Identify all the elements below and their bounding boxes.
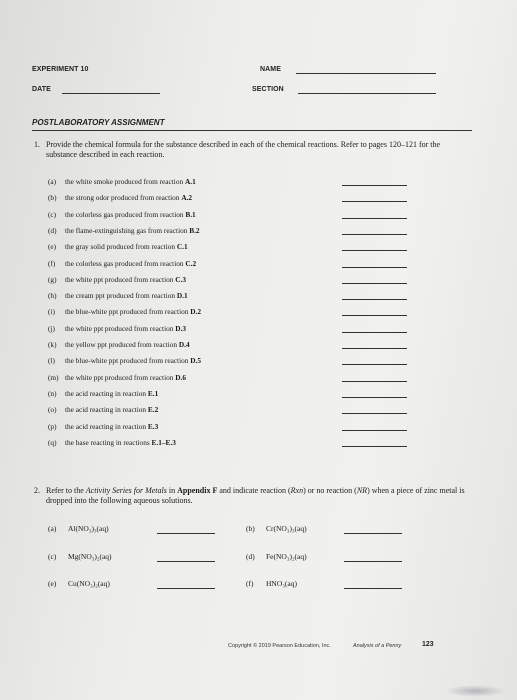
q2-option [246,524,307,533]
q1-item-label: (m) [48,372,59,382]
q1-answer-line[interactable] [342,413,407,414]
q2-option-label: (a) [48,524,57,533]
q1-item-label: (j) [48,323,55,333]
q1-item [48,242,188,252]
question-2-text [46,486,476,506]
q1-item-text: the acid reacting in reaction [65,421,148,431]
q2-option-formula: Fe(NO₃)₂(aq) [266,552,307,561]
q1-item-text: the gray solid produced from reaction [65,242,177,252]
date-field-line [62,93,160,94]
q1-item [48,438,176,448]
q1-answer-line[interactable] [342,397,407,398]
q2-option [246,552,307,561]
q1-item [48,340,190,350]
q1-item-text: the flame-extinguishing gas from reaction [65,225,190,235]
q2-text-part: ) or no reaction ( [303,486,357,495]
q1-item-reaction-ref: C.1 [176,242,188,252]
q2-option-formula: Mg(NO₃)₂(aq) [68,552,112,561]
q1-answer-line[interactable] [342,332,407,333]
q1-item [48,324,186,334]
q1-item-label: (i) [48,307,55,317]
q1-answer-line[interactable] [342,234,407,235]
q2-option-label: (c) [48,552,57,561]
q2-option [48,552,112,561]
q2-option-label: (b) [246,524,255,533]
q1-item-label: (n) [48,388,57,398]
q1-item-reaction-ref: D.5 [190,356,201,366]
q1-item-text: the acid reacting in reaction [65,388,148,398]
q1-item [48,373,186,383]
q1-item-reaction-ref: E.3 [147,421,159,431]
q1-answer-line[interactable] [342,299,407,300]
q1-item-label: (c) [48,209,57,219]
q1-item-text: the white ppt produced from reaction [65,323,176,333]
q1-item [48,405,158,415]
q1-item-reaction-ref: D.3 [175,323,186,333]
q2-text-italic: NR [356,486,368,495]
q1-item-text: the blue-white ppt produced from reaction [65,356,191,366]
q2-answer-line[interactable] [157,588,215,589]
q1-item [48,389,158,399]
q2-text-italic: Activity Series for Metals [85,486,167,495]
q1-item-label: (l) [48,356,55,366]
q1-answer-line[interactable] [342,348,407,349]
q1-item-label: (q) [48,437,57,447]
q1-answer-line[interactable] [342,250,407,251]
q2-option [246,579,297,588]
q2-text-part: in [166,486,178,495]
q2-answer-line[interactable] [157,533,215,534]
q2-text-part: and indicate reaction ( [217,486,291,495]
q1-item-reaction-ref: E.1–E.3 [151,437,176,447]
q2-option-label: (f) [246,579,254,588]
q2-text-part: ) when a piece of zinc metal is dropped into the following aqueous solutions. [46,486,465,505]
q1-item-text: the white ppt produced from reaction [65,372,176,382]
q1-item-text: the colorless gas produced from reaction [65,209,186,219]
q1-item-text: the colorless gas produced from reaction [65,258,186,268]
page-smudge [445,685,505,697]
q2-answer-line[interactable] [344,588,402,589]
q1-item-reaction-ref: A.1 [184,177,196,186]
question-1-number: 1. [34,140,40,149]
q2-text-part: Refer to the [46,486,86,495]
q1-item-reaction-ref: D.4 [178,340,190,349]
q1-item-text: the blue-white ppt produced from reaction [65,307,191,317]
q1-item-reaction-ref: E.1 [147,388,159,398]
q1-answer-line[interactable] [342,315,407,316]
q1-item-reaction-ref: D.6 [175,372,186,382]
q1-item-label: (b) [48,193,57,203]
q1-item-text: the white smoke produced from reaction [65,177,185,186]
q2-answer-line[interactable] [157,561,215,562]
q1-item [48,177,196,187]
q1-item-reaction-ref: D.1 [176,291,188,301]
q1-item-reaction-ref: C.2 [185,258,197,268]
q1-item [48,210,196,220]
page-number: 123 [422,641,434,648]
q2-text-italic: Rxn [290,486,304,495]
q1-item-text: the acid reacting in reaction [65,405,148,415]
q2-option-formula: Cr(NO₃)₃(aq) [266,524,307,533]
section-label: SECTION [252,86,284,93]
q2-answer-line[interactable] [344,561,402,562]
q1-item-label: (g) [48,274,57,284]
q1-item [48,356,201,366]
q2-text-bold: Appendix F [177,486,218,495]
q2-option-formula: Cu(NO₃)₂(aq) [68,579,110,588]
question-2-number: 2. [34,486,40,495]
q1-item-label: (o) [48,405,57,415]
q1-item-reaction-ref: D.2 [190,307,201,317]
section-rule [32,130,472,131]
q1-item-reaction-ref: E.2 [147,405,159,415]
q1-item [48,259,196,269]
date-label: DATE [32,86,51,93]
section-field-line [298,93,436,94]
q1-answer-line[interactable] [342,381,407,382]
q1-answer-line[interactable] [342,283,407,284]
name-field-line [296,73,436,74]
q1-item [48,275,186,285]
q1-item-label: (p) [48,421,57,431]
q1-item-label: (h) [48,291,57,301]
q2-option [48,524,109,533]
q2-option-label: (d) [246,552,255,561]
q1-item-text: the cream ppt produced from reaction [65,291,177,301]
q1-answer-line[interactable] [342,185,407,186]
q1-item-text: the white ppt produced from reaction [65,274,176,284]
q1-item-text: the strong odor produced from reaction [65,193,182,203]
section-title: POSTLABORATORY ASSIGNMENT [32,118,165,127]
q1-item [48,307,201,317]
q1-answer-line[interactable] [342,218,407,219]
q1-item-reaction-ref: B.1 [185,209,196,219]
q1-item-reaction-ref: C.3 [175,274,186,284]
q2-option-label: (e) [48,579,57,588]
q1-item-reaction-ref: A.2 [181,193,193,203]
q1-answer-line[interactable] [342,201,407,202]
chapter-title: Analysis of a Penny [353,643,402,649]
q1-item-text: the base reacting in reactions [65,437,152,447]
copyright-notice: Copyright © 2019 Pearson Education, Inc. [228,643,331,649]
q1-item-label: (e) [48,242,57,252]
q2-option-formula: HNO₃(aq) [266,579,297,588]
name-label: NAME [260,66,282,73]
q1-answer-line[interactable] [342,364,407,365]
q2-answer-line[interactable] [344,533,402,534]
q2-option-formula: Al(NO₃)₃(aq) [68,524,109,533]
q1-item-label: (d) [48,225,57,235]
q1-item [48,193,192,203]
q1-answer-line[interactable] [342,267,407,268]
q1-item-reaction-ref: B.2 [189,225,200,235]
q1-item-text: the yellow ppt produced from reaction [65,340,179,349]
q1-item [48,226,200,236]
q2-option [48,579,110,588]
q1-item-label: (k) [48,340,57,349]
q1-item [48,422,158,432]
q1-answer-line[interactable] [342,430,407,431]
q1-item-label: (f) [48,258,56,268]
experiment-label: EXPERIMENT 10 [32,66,89,73]
question-1-text: Provide the chemical formula for the substance described in each of the chemical reactions. Refer to pages 120–121 for the substance described in each reaction. [46,140,441,159]
q1-answer-line[interactable] [342,446,407,447]
q1-item [48,291,188,301]
q1-item-label: (a) [48,177,57,186]
